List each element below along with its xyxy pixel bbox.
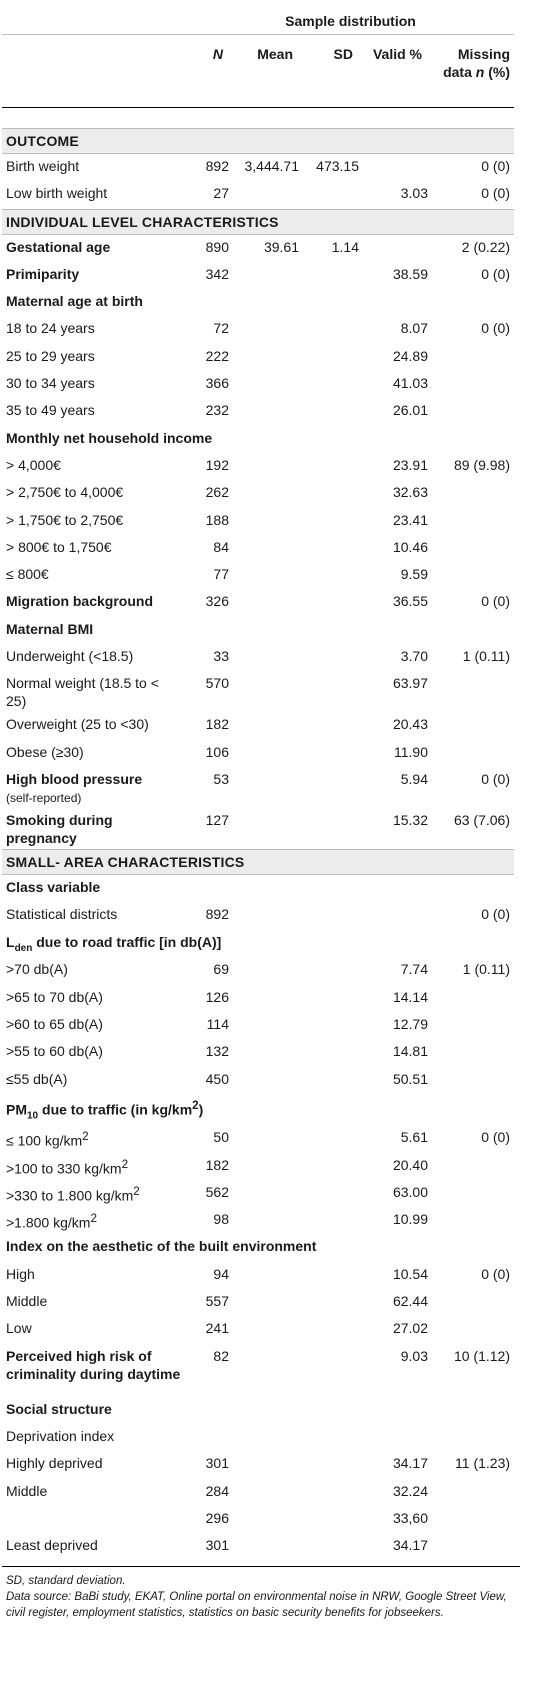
table-row: Gestational age 890 39.61 1.14 2 (0.22) [6, 238, 511, 255]
table-row: Deprivation index [6, 1427, 115, 1444]
section-outcome: OUTCOME [2, 129, 514, 154]
table-row: > 800€ to 1,750€ 84 10.46 [6, 538, 428, 555]
table-row: $L_{den}$ due to road traffic [in db(A)] [6, 933, 222, 954]
table-row: > 2,750€ to 4,000€ 262 32.63 [6, 484, 428, 501]
table-row: Perceived high risk of criminality during daytime 82 9.03 10 (1.12) [6, 1347, 511, 1382]
table-row: Birth weight 892 3,444.71 473.15 0 (0) [6, 158, 511, 174]
mean-col-header: Mean [233, 35, 303, 108]
table-row: Normal weight (18.5 to < 25) 570 63.97 [6, 675, 428, 710]
table-row: Low birth weight 27 3.03 0 (0) [6, 185, 511, 202]
table-row: Smoking during pregnancy 127 15.32 63 (7.06) [6, 811, 511, 846]
corner-blank [2, 0, 187, 35]
table-row: $PM_{10}$ due to traffic (in $kg/km^2$) [6, 1098, 204, 1122]
section-individual: INDIVIDUAL LEVEL CHARACTERISTICS [2, 209, 514, 234]
table-row: >70 db(A) 69 7.74 1 (0.11) [6, 961, 511, 978]
sd-col-header: SD [303, 35, 363, 108]
footnote-data-source: Data source: BaBi study, EKAT, Online portal on environmental noise in NRW, Google Street View, civil register, employment statistics, statistics on basic security benefits for jobseekers. [6, 1591, 507, 1620]
table-row: >330 to 1.800 $kg/km^2$ 562 63.00 [6, 1183, 428, 1204]
table-row: 18 to 24 years 72 8.07 0 (0) [6, 320, 511, 337]
table-row: Migration background 326 36.55 0 (0) [6, 593, 511, 610]
table-row: Low 241 27.02 [6, 1320, 428, 1337]
footnote-abbreviation: SD, standard deviation. [6, 1575, 126, 1588]
table-row: Social structure [6, 1400, 112, 1417]
table-row: >100 to 330 $kg/km^2$ 182 20.40 [6, 1156, 428, 1177]
table-row: Obese (≥30) 106 11.90 [6, 743, 428, 760]
table-row: Highly deprived 301 34.17 11 (1.23) [6, 1455, 511, 1472]
table-row: ≤ 800€ 77 9.59 [6, 566, 428, 583]
table-row: Middle 557 62.44 [6, 1293, 428, 1310]
table-row: Monthly net household income [6, 429, 213, 446]
table-row: Index on the aesthetic of the built environment [6, 1238, 317, 1255]
table-row: High 94 10.54 0 (0) [6, 1265, 511, 1282]
table-row: 35 to 49 years 232 26.01 [6, 402, 428, 419]
table-row: Least deprived 301 34.17 [6, 1537, 428, 1554]
table-row: ≤55 db(A) 450 50.51 [6, 1070, 428, 1087]
table-row: > 1,750€ to 2,750€ 188 23.41 [6, 511, 428, 528]
table-row: High blood pressure (self-reported) 53 5.94 0 (0) [6, 770, 511, 805]
label-col-header [2, 35, 187, 108]
table-row: Maternal age at birth [6, 293, 143, 310]
sample-distribution-table [2, 0, 514, 1566]
table-row: >65 to 70 db(A) 126 14.14 [6, 988, 428, 1005]
table-row: ≤ 100 $kg/km^2$ 50 5.61 0 (0) [6, 1129, 511, 1149]
table-row: >55 to 60 db(A) 132 14.81 [6, 1043, 428, 1060]
table-row: Middle 284 32.24 [6, 1482, 428, 1499]
table-row: Statistical districts 892 0 (0) [6, 906, 511, 923]
table-row: Maternal BMI [6, 620, 94, 637]
table-row: 30 to 34 years 366 41.03 [6, 375, 428, 392]
table-row: Overweight (25 to <30) 182 20.43 [6, 716, 428, 733]
table-footnotes [2, 1566, 520, 1621]
table-row: 296 33,60 [205, 1509, 428, 1526]
table-row: Underweight (<18.5) 33 3.70 1 (0.11) [6, 648, 511, 665]
n-col-header: N [187, 35, 233, 108]
valid-col-header: Valid % [363, 35, 432, 108]
spacer [2, 108, 514, 129]
table-row: >60 to 65 db(A) 114 12.79 [6, 1015, 428, 1032]
group-header: Sample distribution [187, 0, 514, 35]
missing-col-header: Missing data n (%) [432, 35, 514, 108]
table-row: Class variable [6, 878, 101, 895]
table-row: Primiparity 342 38.59 0 (0) [6, 265, 511, 282]
table-row: > 4,000€ 192 23.91 89 (9.98) [6, 456, 511, 473]
table-row: >1.800 $kg/km^2$ 98 10.99 [6, 1211, 428, 1231]
section-small-area: SMALL- AREA CHARACTERISTICS [2, 849, 514, 874]
table-row: 25 to 29 years 222 24.89 [6, 347, 428, 364]
